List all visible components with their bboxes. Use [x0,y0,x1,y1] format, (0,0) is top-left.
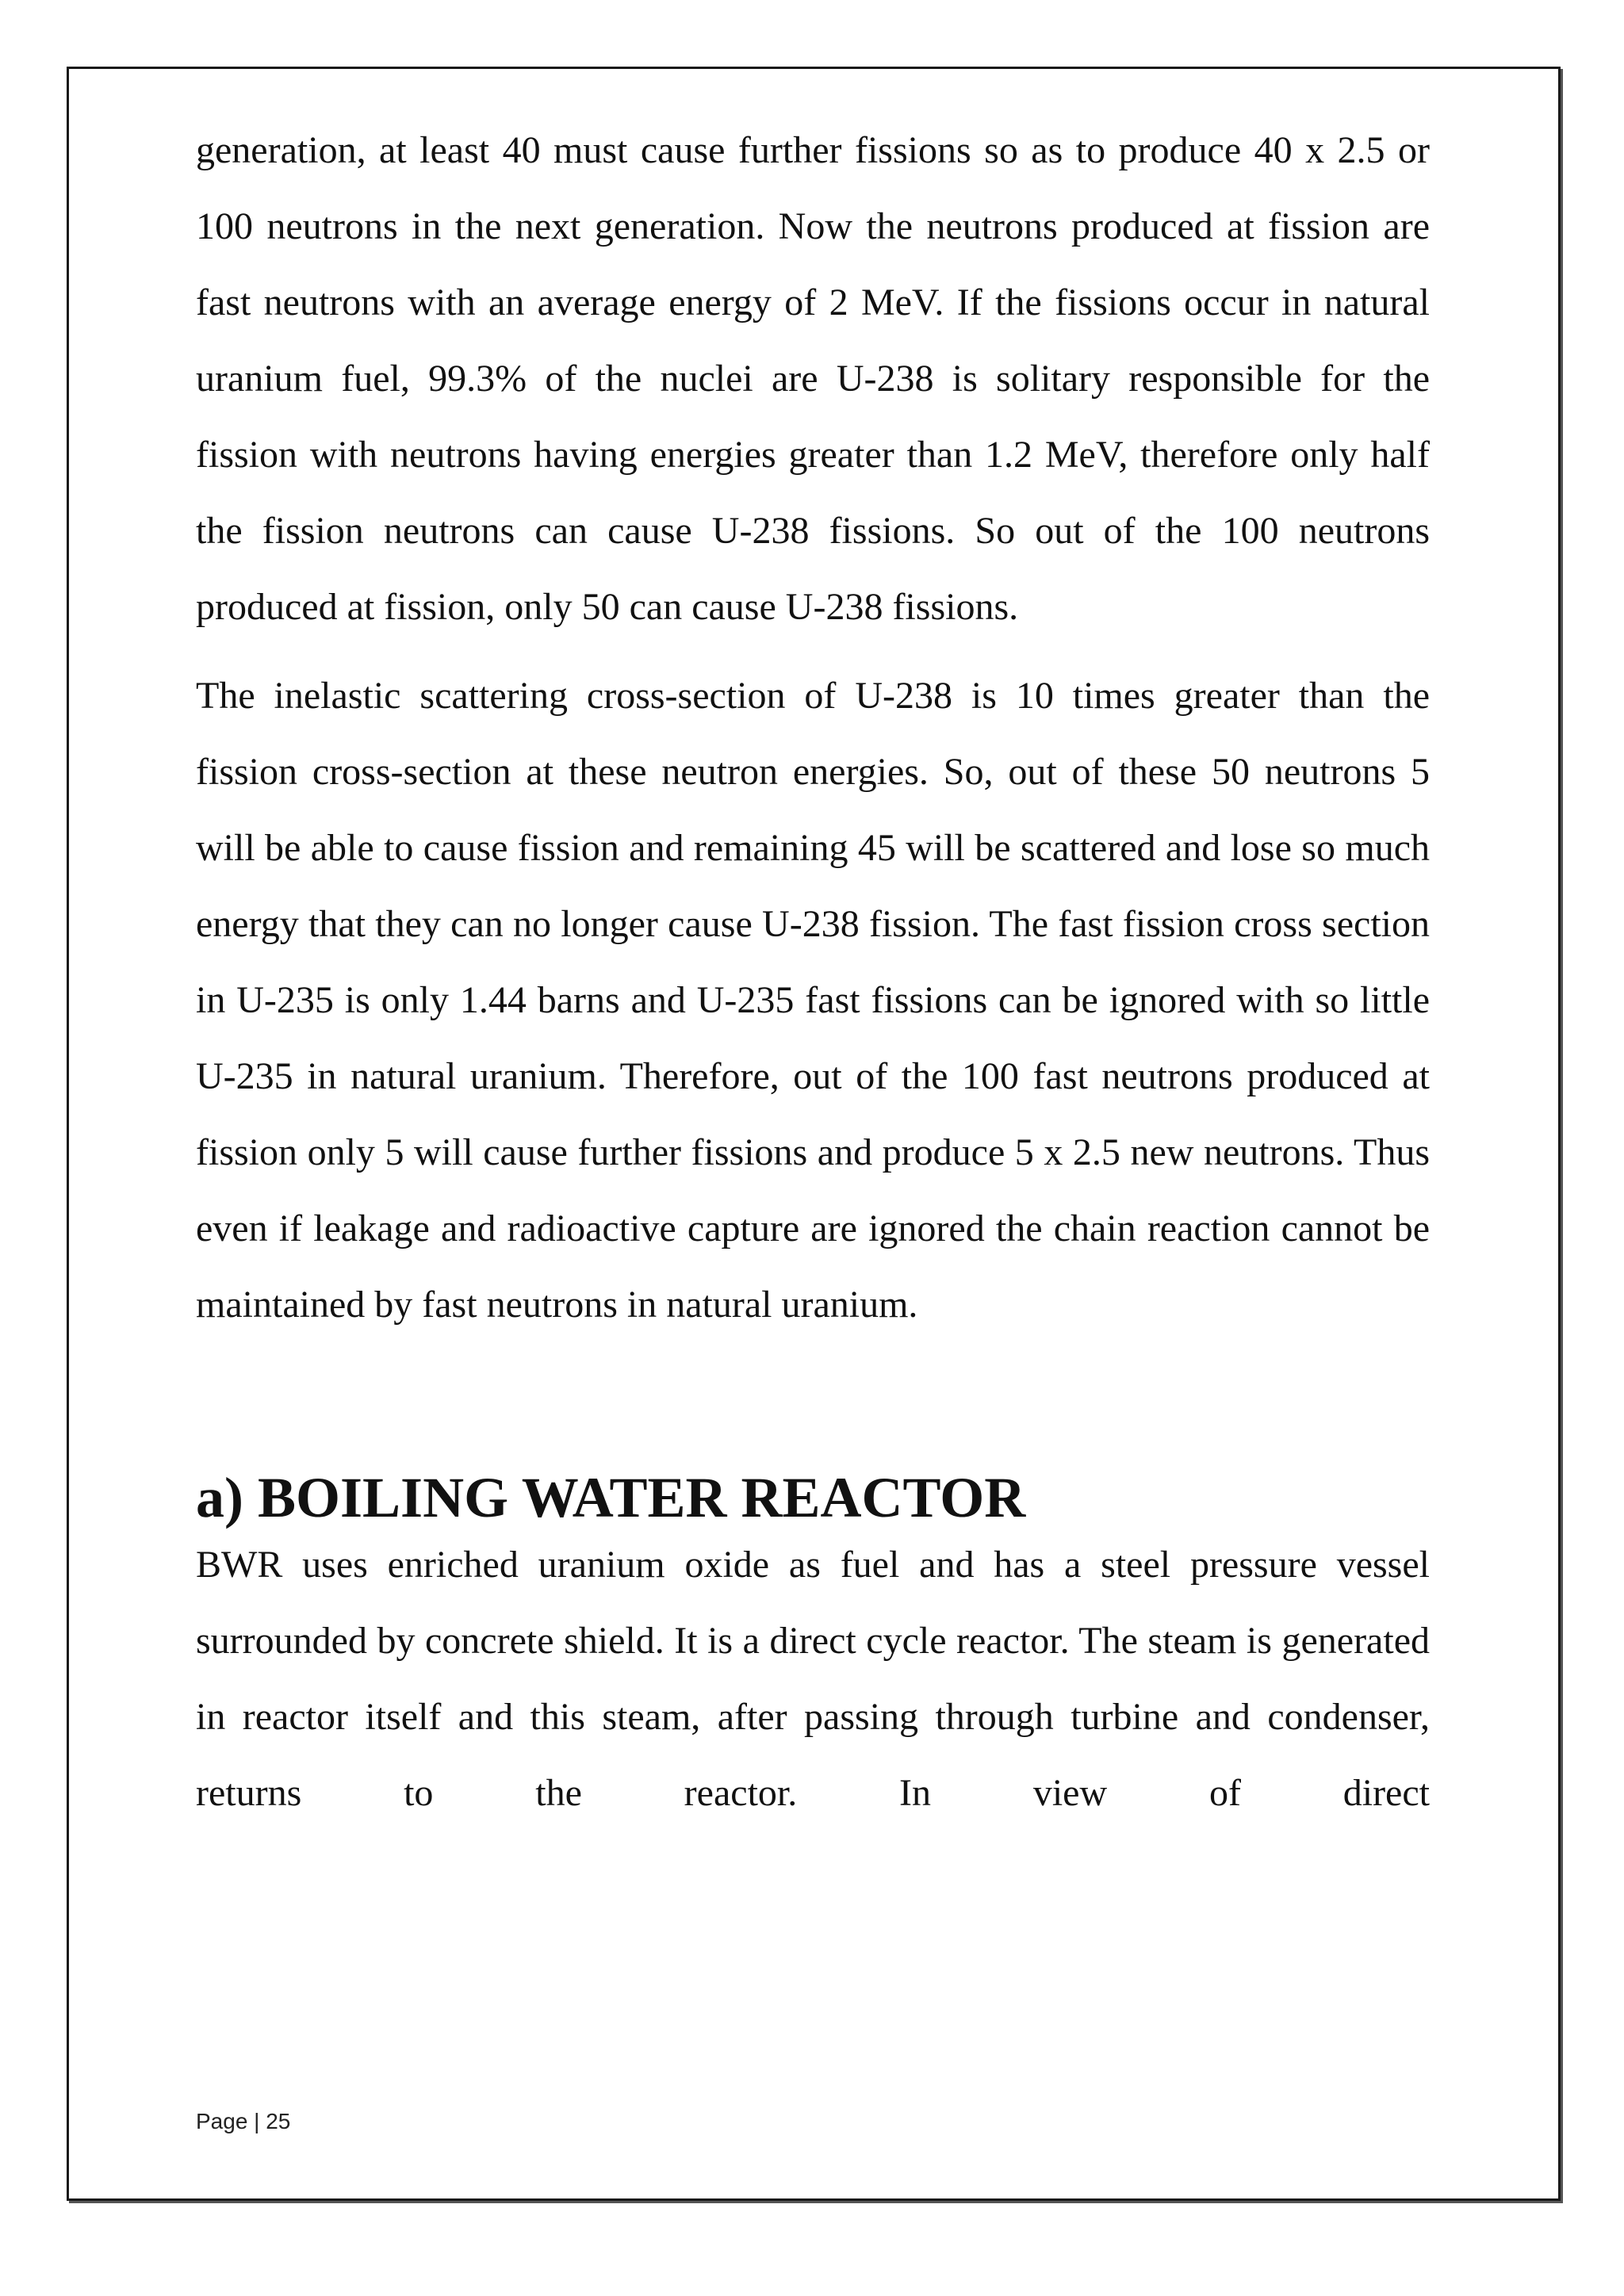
section-paragraph: BWR uses enriched uranium oxide as fuel and has a steel pressure vessel surrounded by concrete shield. It is a direct cycle reactor. The steam is generated in reactor itself and this steam, after passing through turbine and condenser, returns to the reactor. In view of direct [196,1544,1430,1814]
page-number: Page | 25 [196,2109,291,2133]
body-paragraph-2: The inelastic scattering cross-section of U-238 is 10 times greater than the fission cross-section at these neutron energies. So, out of these 50 neutrons 5 will be able to cause fission and remaining 45 will be scattered and lose so much energy that they can no longer cause U-238 fission. The fast fission cross section in U-235 is only 1.44 barns and U-235 fast fissions can be ignored with so little U-235 in natural uranium. Therefore, out of the 100 fast neutrons produced at fission only 5 will cause further fissions and produce 5 x 2.5 new neutrons. Thus even if leakage and radioactive capture are ignored the chain reaction cannot be maintained by fast neutrons in natural uranium. [196,675,1430,1326]
body-paragraph-1: generation, at least 40 must cause further fissions so as to produce 40 x 2.5 or 100 neutrons in the next generation. Now the neutrons produced at fission are fast neutrons with an average energy of 2 MeV. If the fissions occur in natural uranium fuel, 99.3% of the nuclei are U-238 is solitary responsible for the fission with neutrons having energies greater than 1.2 MeV, therefore only half the fission neutrons can cause U-238 fissions. So out of the 100 neutrons produced at fission, only 50 can cause U-238 fissions. [196,129,1430,628]
section-heading: a) BOILING WATER REACTOR [196,1466,1026,1529]
page-content [196,113,1430,1831]
